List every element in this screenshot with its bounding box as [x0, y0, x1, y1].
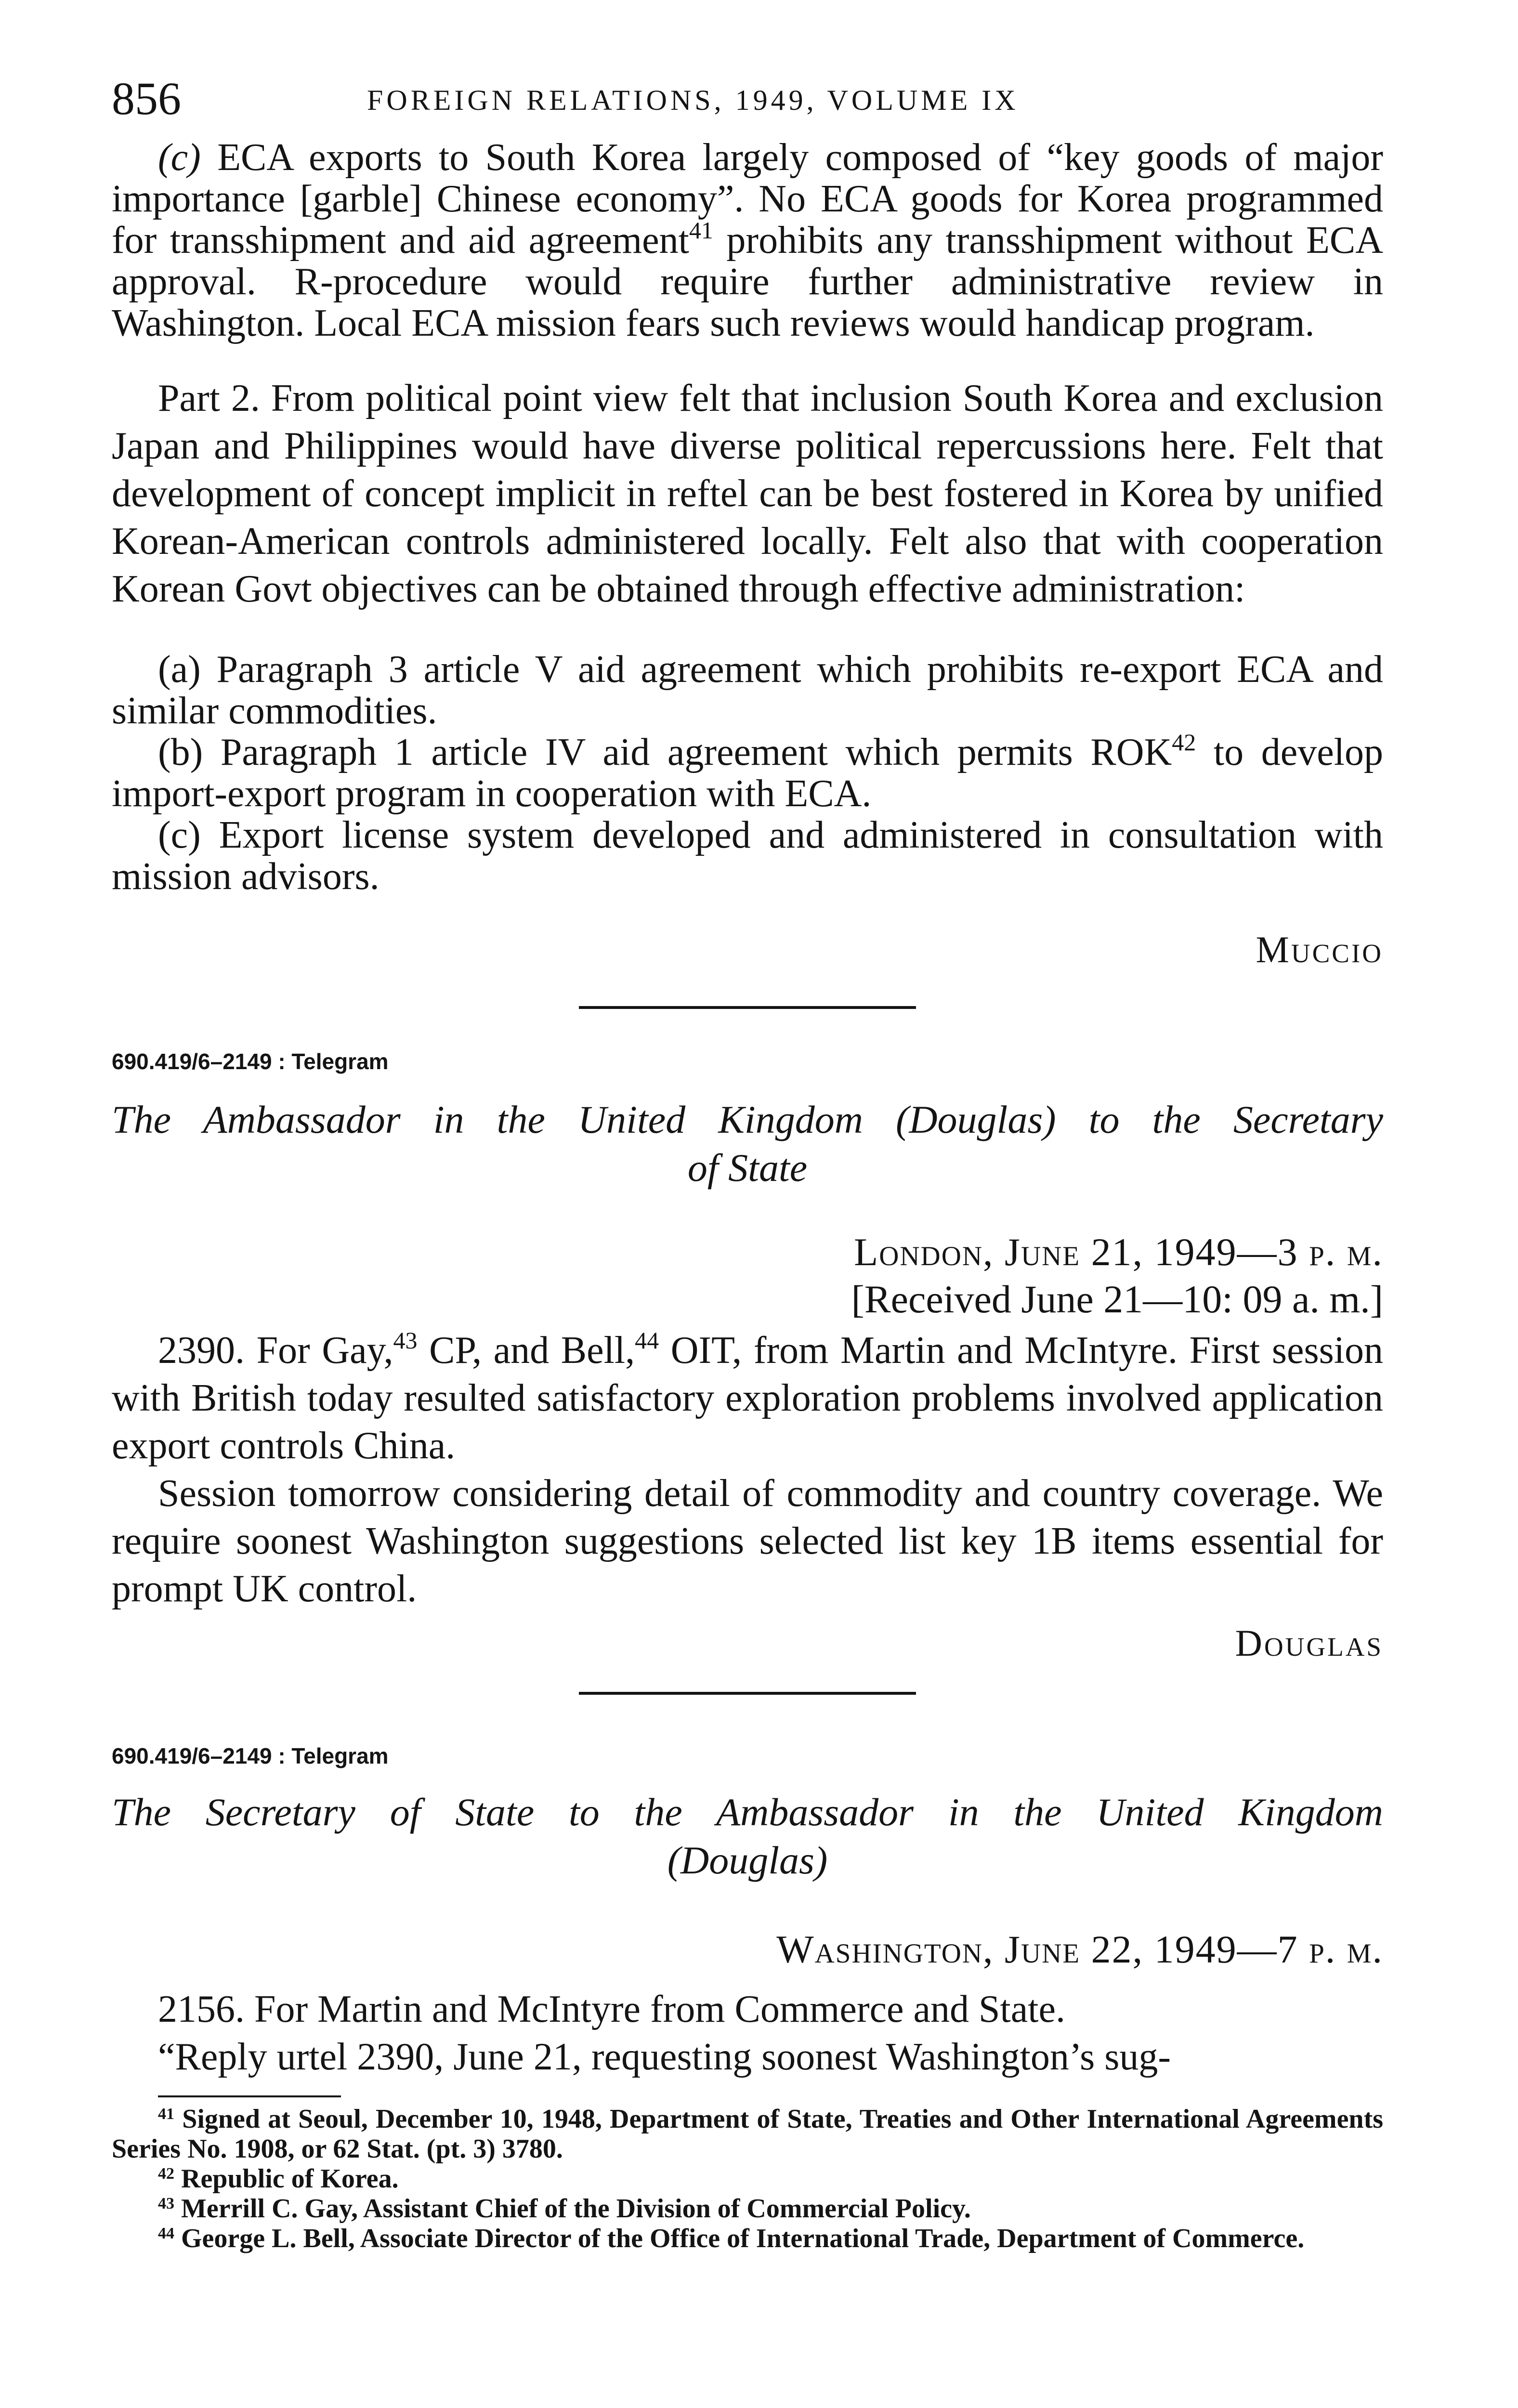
- file-number: 690.419/6–2149 : Telegram: [112, 1743, 389, 1768]
- telegram-2156-paragraph: 2156. For Martin and McIntyre from Commerce and State.: [158, 1988, 1065, 2030]
- telegram-2390-paragraph: 2390. For Gay,$^{43}$ CP, and Bell,$^{44}$ OIT, from Martin and McIntyre. First session with British today resulted satisfactory exploration problems involved application export controls China.: [112, 1327, 1384, 1467]
- footnote-ref-44: 44: [635, 1327, 659, 1354]
- signature-douglas: Douglas: [1235, 1622, 1383, 1664]
- footnote-41: $^{41}$ Signed at Seoul, December 10, 1948, Department of State, Treaties and Other International Agreements Series No. 1908, or 62 Stat. (pt. 3) 3780.: [112, 2104, 1384, 2164]
- part-2-paragraph: Part 2. From political point view felt that inclusion South Korea and exclusion Japan and Philippines would have diverse political repercussions here. Felt that development of concept implicit in reftel can be best fostered in Korea by unified Korean-American controls administered locally. Felt also that with cooperation Korean Govt objectives can be obtained through effective administration:: [112, 377, 1383, 610]
- footnote-ref-41: 41: [689, 217, 713, 244]
- footnotes: [112, 2104, 1383, 2253]
- item-c: (c) Export license system developed and administered in consultation with mission advisors.: [112, 814, 1383, 898]
- dateline: Washington, June 22, 1949—7 p. m.: [776, 1927, 1383, 1971]
- item-a: (a) Paragraph 3 article V aid agreement which prohibits re-export ECA and similar commodities.: [112, 648, 1383, 732]
- footnote-ref-42: 42: [1172, 729, 1196, 756]
- session-tomorrow-paragraph: Session tomorrow considering detail of commodity and country coverage. We require soonest Washington suggestions selected list key 1B items essential for prompt UK control.: [112, 1472, 1383, 1610]
- paragraph-c-eca-exports: (c) ECA exports to South Korea largely composed of “key goods of major importance [garble] Chinese economy”. No ECA goods for Korea programmed for transshipment and aid agreement$^{41}$ prohibits any transshipment without ECA approval. R-procedure would require further administrative review in Washington. Local ECA mission fears such reviews would handicap program.: [112, 136, 1384, 344]
- file-number: 690.419/6–2149 : Telegram: [112, 1049, 389, 1074]
- footnote-ref-43: 43: [393, 1327, 418, 1354]
- document-page: [112, 72, 1383, 2253]
- signature-muccio: Muccio: [1256, 929, 1383, 970]
- footnote-44: $^{44}$ George L. Bell, Associate Director of the Office of International Trade, Department of Commerce.: [158, 2224, 1305, 2253]
- dateline: London, June 21, 1949—3 p. m.: [854, 1230, 1383, 1274]
- document-title: The Ambassador in the United Kingdom (Douglas) to the Secretary of State: [112, 1098, 1383, 1190]
- page-number: 856: [112, 73, 181, 124]
- section-divider: [579, 1006, 916, 1009]
- section-divider: [579, 1692, 916, 1695]
- item-b: (b) Paragraph 1 article IV aid agreement which permits ROK$^{42}$ to develop import-export program in cooperation with ECA.: [112, 729, 1384, 815]
- running-head: FOREIGN RELATIONS, 1949, VOLUME IX: [367, 84, 1019, 116]
- page-header: [112, 72, 1383, 130]
- reply-paragraph: “Reply urtel 2390, June 21, requesting soonest Washington’s sug-: [158, 2036, 1171, 2078]
- document-title: The Secretary of State to the Ambassador in the United Kingdom (Douglas): [112, 1790, 1383, 1882]
- footnote-rule: [158, 2095, 341, 2097]
- footnote-42: $^{42}$ Republic of Korea.: [158, 2164, 399, 2194]
- received-line: [Received June 21—10: 09 a. m.]: [851, 1277, 1383, 1321]
- footnote-43: $^{43}$ Merrill C. Gay, Assistant Chief of the Division of Commercial Policy.: [158, 2194, 971, 2224]
